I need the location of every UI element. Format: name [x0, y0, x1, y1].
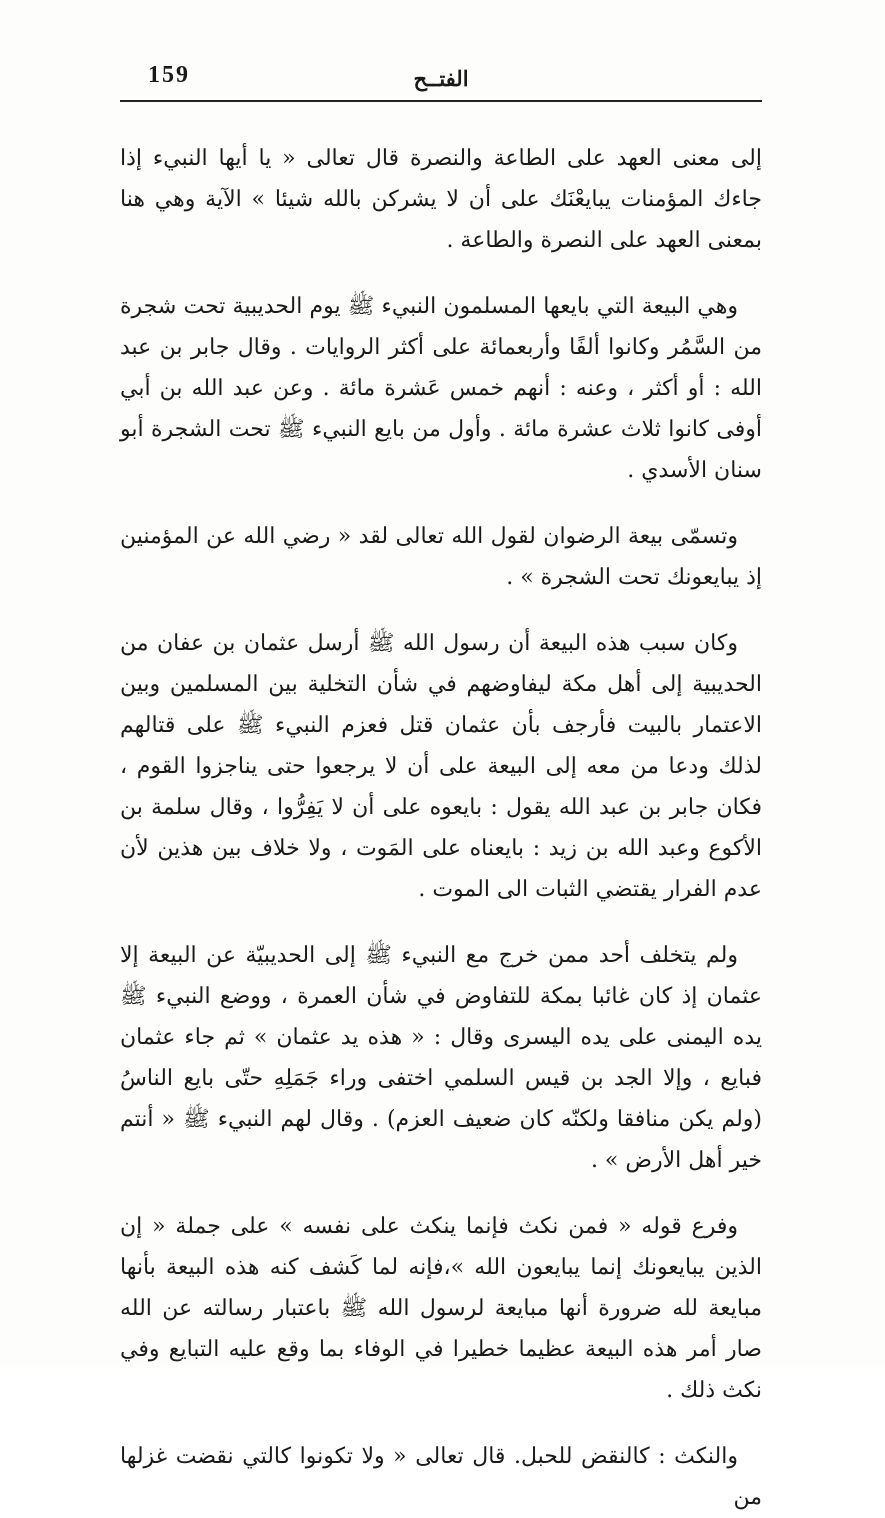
page-header: [120, 58, 762, 98]
header-rule: [120, 100, 762, 102]
page-number: 159: [148, 62, 190, 88]
running-title: الفتــح: [413, 66, 469, 91]
body-text: [120, 138, 762, 1518]
paragraph: وكان سبب هذه البيعة أن رسول الله ﷺ أرسل عثمان بن عفان من الحديبية إلى أهل مكة ليفاوضهم في شأن التخلية بين المسلمين وبين الاعتمار بالبيت فأرجف بأن عثمان قتل فعزم النبيء ﷺ على قتالهم لذلك ودعا من معه إلى البيعة على أن لا يرجعوا حتى يناجزوا القوم ، فكان جابر بن عبد الله يقول : بايعوه على أن لا يَفِرُّوا ، وقال سلمة بن الأكوع وعبد الله بن زيد : بايعناه على المَوت ، ولا خلاف بين هذين لأن عدم الفرار يقتضي الثبات الى الموت .: [120, 631, 762, 902]
paragraph: وهي البيعة التي بايعها المسلمون النبيء ﷺ يوم الحديبية تحت شجرة من السَّمُر وكانوا ألفًا وأربعمائة على أكثر الروايات . وقال جابر بن عبد الله : أو أكثر ، وعنه : أنهم خمس عَشرة مائة . وعن عبد الله بن أبي أوفى كانوا ثلاث عشرة مائة . وأول من بايع النبيء ﷺ تحت الشجرة أبو سنان الأسدي .: [120, 294, 762, 483]
paragraph: والنكث : كالنقض للحبل. قال تعالى « ولا تكونوا كالتي نقضت غزلها من: [120, 1444, 762, 1510]
paragraph: وفرع قوله « فمن نكث فإنما ينكث على نفسه » على جملة « إن الذين يبايعونك إنما يبايعون الله »،فإنه لما كَشف كنه هذه البيعة بأنها مبايعة لله ضرورة أنها مبايعة لرسول الله ﷺ باعتبار رسالته عن الله صار أمر هذه البيعة عظيما خطيرا في الوفاء بما وقع عليه التبايع وفي نكث ذلك .: [120, 1214, 762, 1403]
paragraph: ولم يتخلف أحد ممن خرج مع النبيء ﷺ إلى الحديبيّة عن البيعة إلا عثمان إذ كان غائبا بمكة للتفاوض في شأن العمرة ، ووضع النبيء ﷺ يده اليمنى على يده اليسرى وقال : « هذه يد عثمان » ثم جاء عثمان فبايع ، وإلا الجد بن قيس السلمي اختفى وراء جَمَلِهِ حتّى بايع الناسُ (ولم يكن منافقا ولكنّه كان ضعيف العزم) . وقال لهم النبيء ﷺ « أنتم خير أهل الأرض » .: [120, 943, 762, 1173]
paragraph: إلى معنى العهد على الطاعة والنصرة قال تعالى « يا أيها النبيء إذا جاءك المؤمنات يبايعْنَك على أن لا يشركن بالله شيئا » الآية وهي هنا بمعنى العهد على النصرة والطاعة .: [120, 146, 762, 253]
paragraph: وتسمّى بيعة الرضوان لقول الله تعالى لقد « رضي الله عن المؤمنين إذ يبايعونك تحت الشجرة » .: [120, 524, 762, 590]
